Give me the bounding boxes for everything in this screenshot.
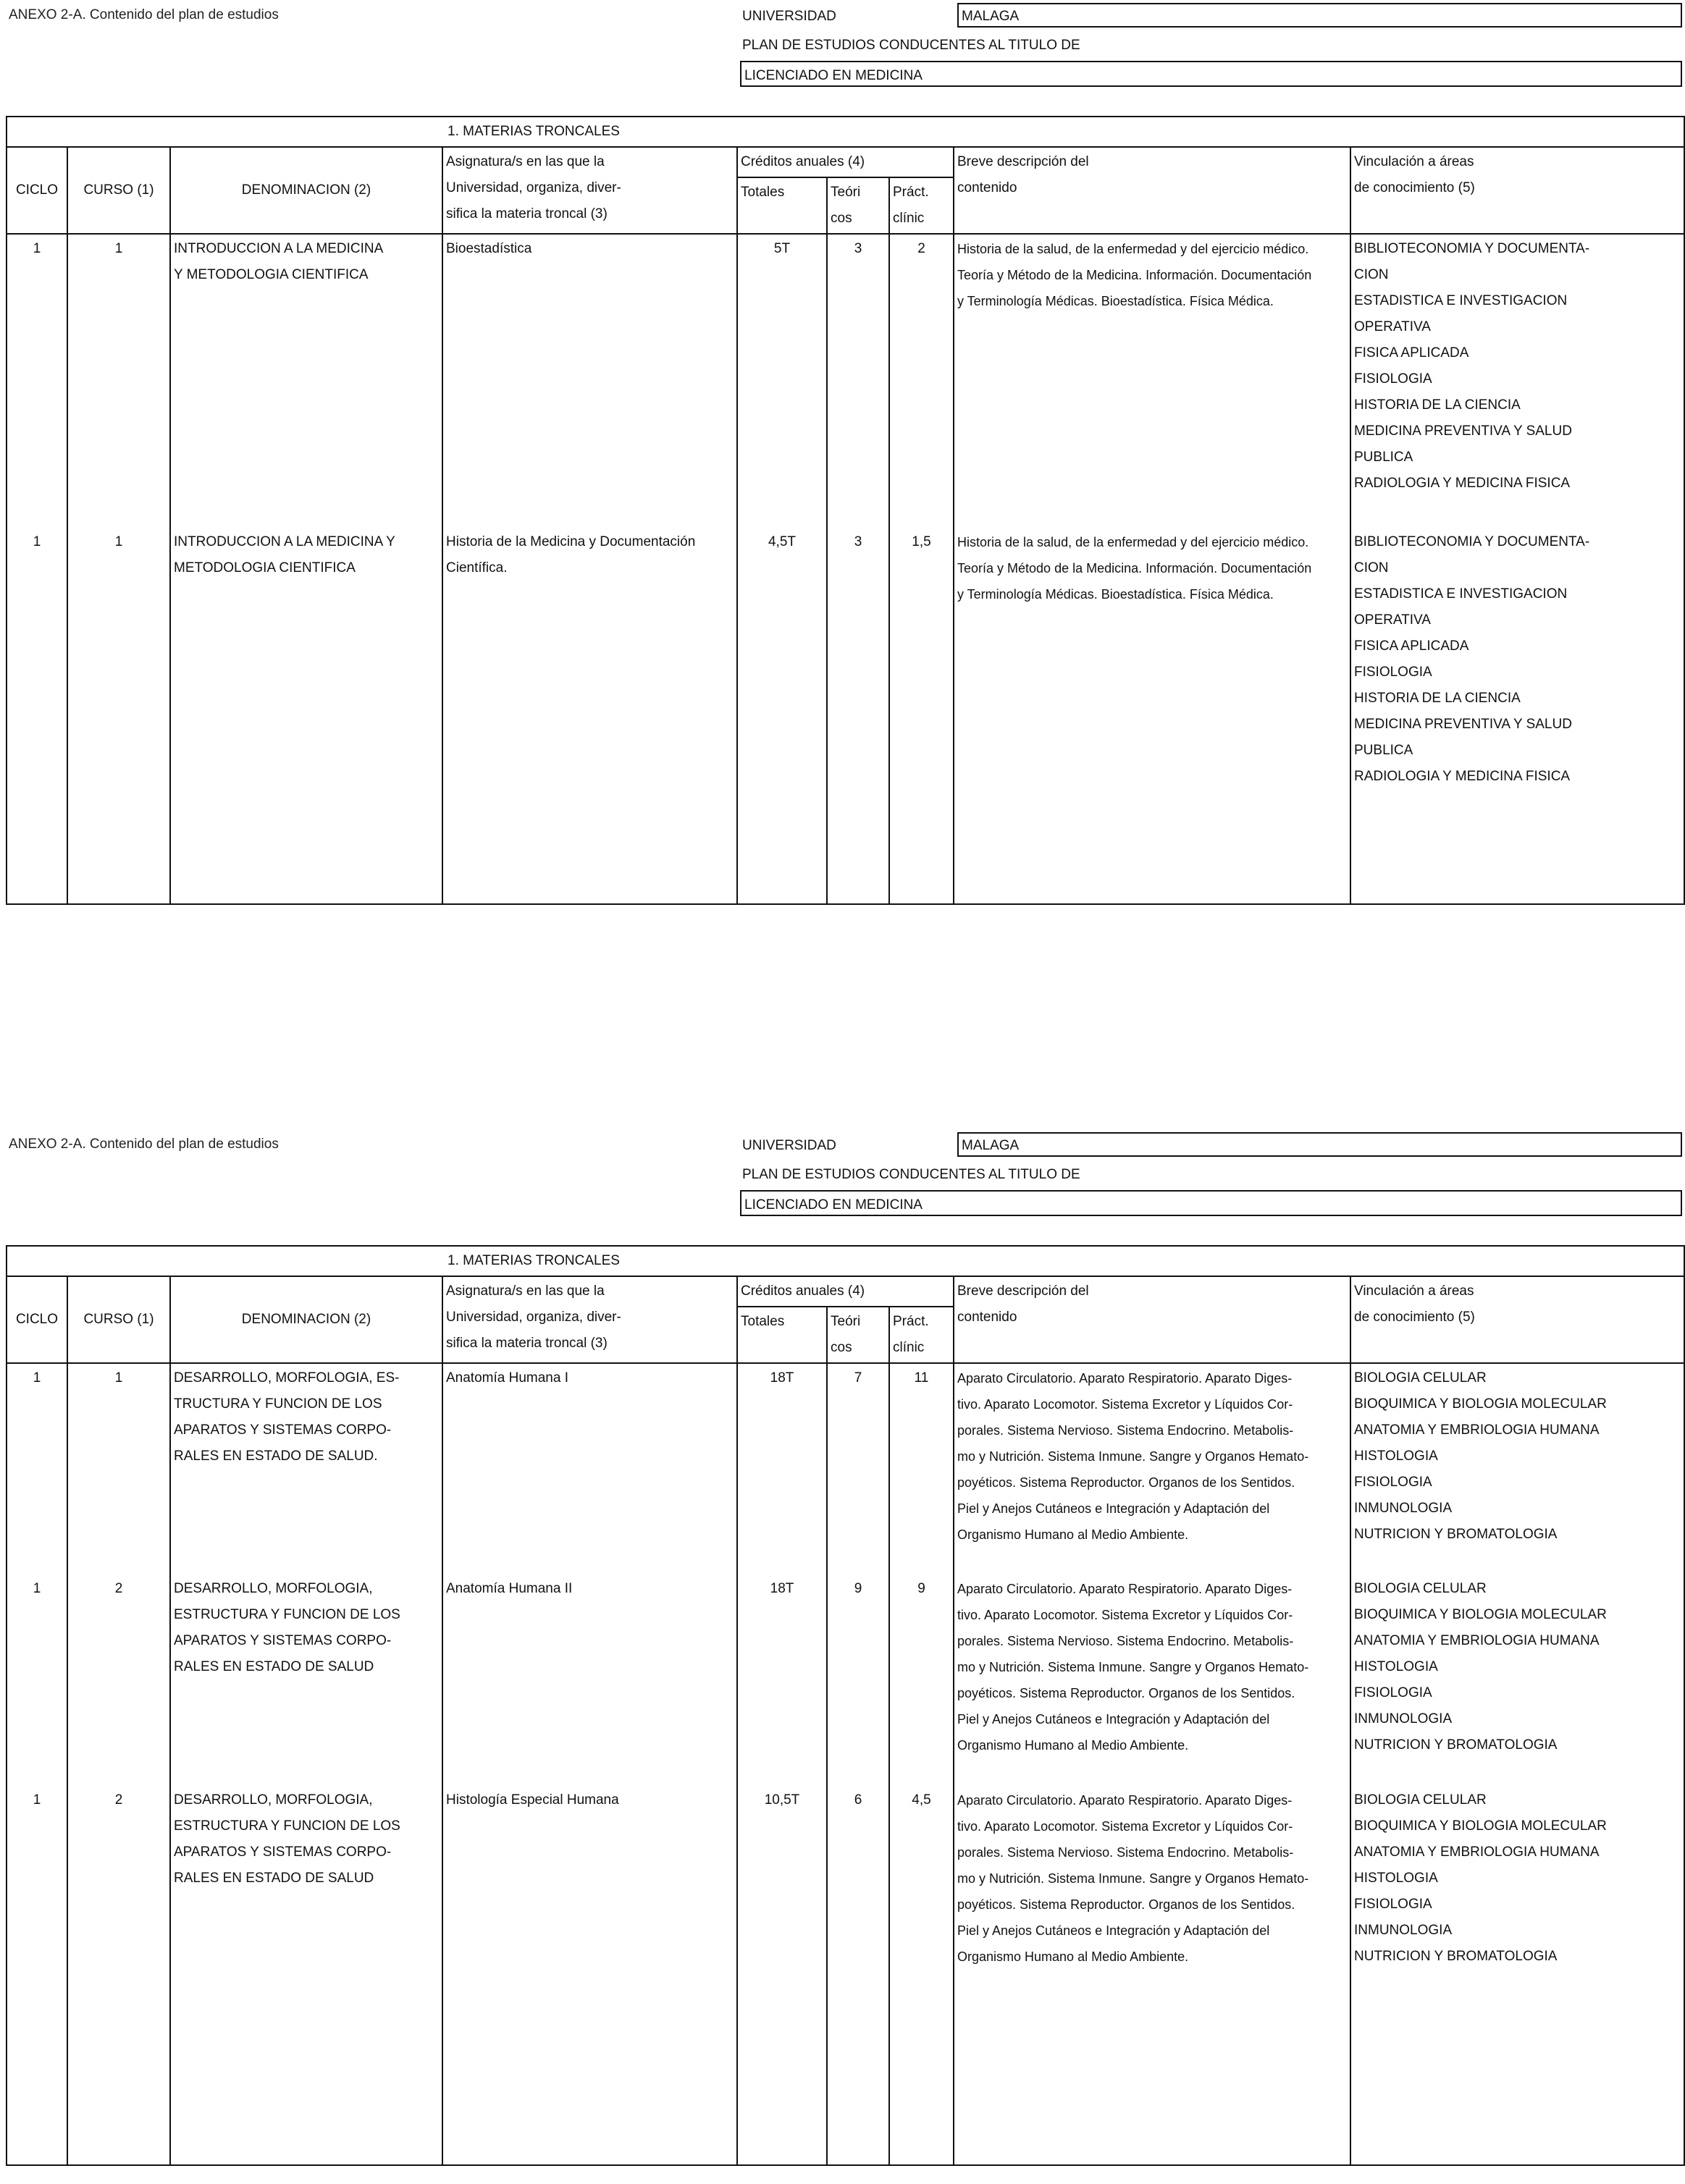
universidad-field: MALAGA	[957, 1132, 1682, 1157]
cell-teoricos: 6	[827, 1786, 889, 2165]
header-vinculacion: Vinculación a áreas de conocimiento (5)	[1350, 147, 1684, 234]
cell-vinculacion: BIBLIOTECONOMIA Y DOCUMENTA- CION ESTADISTICA E INVESTIGACION OPERATIVA FISICA APLICADA FISIOLOGIA HISTORIA DE LA CIENCIA MEDICINA PREVENTIVA Y SALUD PUBLICA RADIOLOGIA Y MEDICINA FISICA	[1350, 528, 1684, 904]
table-row	[7, 1363, 1684, 1574]
cell-curso: 2	[67, 1574, 170, 1786]
cell-denominacion: INTRODUCCION A LA MEDICINA Y METODOLOGIA CIENTIFICA	[170, 528, 442, 904]
cell-totales: 5T	[737, 234, 827, 528]
header-curso: CURSO (1)	[67, 147, 170, 234]
titulo-field: LICENCIADO EN MEDICINA	[740, 1190, 1682, 1216]
cell-descripcion: Historia de la salud, de la enfermedad y del ejercicio médico. Teoría y Método de la Medicina. Información. Documentación y Terminología Médicas. Bioestadística. Física Médica.	[954, 234, 1350, 528]
cell-descripcion: Historia de la salud, de la enfermedad y del ejercicio médico. Teoría y Método de la Medicina. Información. Documentación y Terminología Médicas. Bioestadística. Física Médica.	[954, 528, 1350, 904]
anexo-title: ANEXO 2-A. Contenido del plan de estudios	[9, 7, 279, 22]
cell-ciclo: 1	[7, 1363, 67, 1574]
cell-curso: 1	[67, 528, 170, 904]
cell-vinculacion: BIOLOGIA CELULAR BIOQUIMICA Y BIOLOGIA MOLECULAR ANATOMIA Y EMBRIOLOGIA HUMANA HISTOLOGIA FISIOLOGIA INMUNOLOGIA NUTRICION Y BROMATOLOGIA	[1350, 1786, 1684, 2165]
universidad-label: UNIVERSIDAD	[742, 9, 836, 24]
cell-vinculacion: BIOLOGIA CELULAR BIOQUIMICA Y BIOLOGIA MOLECULAR ANATOMIA Y EMBRIOLOGIA HUMANA HISTOLOGIA FISIOLOGIA INMUNOLOGIA NUTRICION Y BROMATOLOGIA	[1350, 1363, 1684, 1574]
cell-denominacion: DESARROLLO, MORFOLOGIA, ESTRUCTURA Y FUNCION DE LOS APARATOS Y SISTEMAS CORPO- RALES EN ESTADO DE SALUD	[170, 1786, 442, 2165]
cell-teoricos: 9	[827, 1574, 889, 1786]
table-row	[7, 1786, 1684, 2165]
cell-ciclo: 1	[7, 528, 67, 904]
header-ciclo: CICLO	[7, 1276, 67, 1363]
table-row	[7, 1574, 1684, 1786]
cell-vinculacion: BIOLOGIA CELULAR BIOQUIMICA Y BIOLOGIA MOLECULAR ANATOMIA Y EMBRIOLOGIA HUMANA HISTOLOGIA FISIOLOGIA INMUNOLOGIA NUTRICION Y BROMATOLOGIA	[1350, 1574, 1684, 1786]
section-title: 1. MATERIAS TRONCALES	[7, 1246, 1684, 1276]
cell-asignatura: Anatomía Humana II	[442, 1574, 737, 1786]
header-totales: Totales	[737, 177, 827, 234]
table-row	[7, 528, 1684, 904]
cell-practicos: 11	[889, 1363, 954, 1574]
header-practicos: Práct. clínic	[889, 1307, 954, 1363]
anexo-title: ANEXO 2-A. Contenido del plan de estudios	[9, 1137, 279, 1152]
plan-label: PLAN DE ESTUDIOS CONDUCENTES AL TITULO DE	[742, 38, 1080, 53]
cell-asignatura: Historia de la Medicina y Documentación Científica.	[442, 528, 737, 904]
cell-ciclo: 1	[7, 1786, 67, 2165]
cell-descripcion: Aparato Circulatorio. Aparato Respiratorio. Aparato Diges- tivo. Aparato Locomotor. Sistema Excretor y Líquidos Cor- porales. Sistema Nervioso. Sistema Endocrino. Metabolis- mo y Nutrición. Sistema Inmune. Sangre y Organos Hemato- poyéticos. Sistema Reproductor. Organos de los Sentidos. Piel y Anejos Cutáneos e Integración y Adaptación del Organismo Humano al Medio Ambiente.	[954, 1363, 1350, 1574]
cell-asignatura: Anatomía Humana I	[442, 1363, 737, 1574]
cell-practicos: 9	[889, 1574, 954, 1786]
cell-denominacion: INTRODUCCION A LA MEDICINA Y METODOLOGIA CIENTIFICA	[170, 234, 442, 528]
header-asignaturas: Asignatura/s en las que la Universidad, organiza, diver- sifica la materia troncal (3)	[442, 1276, 737, 1363]
cell-teoricos: 7	[827, 1363, 889, 1574]
header-vinculacion: Vinculación a áreas de conocimiento (5)	[1350, 1276, 1684, 1363]
universidad-label: UNIVERSIDAD	[742, 1138, 836, 1153]
cell-teoricos: 3	[827, 234, 889, 528]
cell-practicos: 4,5	[889, 1786, 954, 2165]
titulo-field: LICENCIADO EN MEDICINA	[740, 61, 1682, 87]
header-descripcion: Breve descripción del contenido	[954, 147, 1350, 234]
header-creditos: Créditos anuales (4)	[737, 1276, 954, 1307]
header-descripcion: Breve descripción del contenido	[954, 1276, 1350, 1363]
table-row	[7, 234, 1684, 528]
cell-vinculacion: BIBLIOTECONOMIA Y DOCUMENTA- CION ESTADISTICA E INVESTIGACION OPERATIVA FISICA APLICADA FISIOLOGIA HISTORIA DE LA CIENCIA MEDICINA PREVENTIVA Y SALUD PUBLICA RADIOLOGIA Y MEDICINA FISICA	[1350, 234, 1684, 528]
cell-totales: 18T	[737, 1574, 827, 1786]
cell-curso: 1	[67, 1363, 170, 1574]
cell-asignatura: Histología Especial Humana	[442, 1786, 737, 2165]
header-teoricos: Teóri cos	[827, 177, 889, 234]
section-title: 1. MATERIAS TRONCALES	[7, 117, 1684, 147]
cell-ciclo: 1	[7, 1574, 67, 1786]
cell-teoricos: 3	[827, 528, 889, 904]
header-totales: Totales	[737, 1307, 827, 1363]
cell-practicos: 2	[889, 234, 954, 528]
universidad-field: MALAGA	[957, 3, 1682, 28]
plan-label: PLAN DE ESTUDIOS CONDUCENTES AL TITULO DE	[742, 1167, 1080, 1182]
cell-curso: 1	[67, 234, 170, 528]
header-ciclo: CICLO	[7, 147, 67, 234]
header-denominacion: DENOMINACION (2)	[170, 147, 442, 234]
header-curso: CURSO (1)	[67, 1276, 170, 1363]
cell-totales: 10,5T	[737, 1786, 827, 2165]
cell-practicos: 1,5	[889, 528, 954, 904]
materias-table	[6, 1245, 1685, 2166]
cell-ciclo: 1	[7, 234, 67, 528]
cell-denominacion: DESARROLLO, MORFOLOGIA, ES- TRUCTURA Y FUNCION DE LOS APARATOS Y SISTEMAS CORPO- RALES EN ESTADO DE SALUD.	[170, 1363, 442, 1574]
cell-curso: 2	[67, 1786, 170, 2165]
header-practicos: Práct. clínic	[889, 177, 954, 234]
header-creditos: Créditos anuales (4)	[737, 147, 954, 177]
cell-descripcion: Aparato Circulatorio. Aparato Respiratorio. Aparato Diges- tivo. Aparato Locomotor. Sistema Excretor y Líquidos Cor- porales. Sistema Nervioso. Sistema Endocrino. Metabolis- mo y Nutrición. Sistema Inmune. Sangre y Organos Hemato- poyéticos. Sistema Reproductor. Organos de los Sentidos. Piel y Anejos Cutáneos e Integración y Adaptación del Organismo Humano al Medio Ambiente.	[954, 1786, 1350, 2165]
materias-table	[6, 116, 1685, 905]
cell-totales: 18T	[737, 1363, 827, 1574]
header-teoricos: Teóri cos	[827, 1307, 889, 1363]
cell-totales: 4,5T	[737, 528, 827, 904]
cell-descripcion: Aparato Circulatorio. Aparato Respiratorio. Aparato Diges- tivo. Aparato Locomotor. Sistema Excretor y Líquidos Cor- porales. Sistema Nervioso. Sistema Endocrino. Metabolis- mo y Nutrición. Sistema Inmune. Sangre y Organos Hemato- poyéticos. Sistema Reproductor. Organos de los Sentidos. Piel y Anejos Cutáneos e Integración y Adaptación del Organismo Humano al Medio Ambiente.	[954, 1574, 1350, 1786]
header-asignaturas: Asignatura/s en las que la Universidad, organiza, diver- sifica la materia troncal (3)	[442, 147, 737, 234]
header-denominacion: DENOMINACION (2)	[170, 1276, 442, 1363]
cell-denominacion: DESARROLLO, MORFOLOGIA, ESTRUCTURA Y FUNCION DE LOS APARATOS Y SISTEMAS CORPO- RALES EN ESTADO DE SALUD	[170, 1574, 442, 1786]
cell-asignatura: Bioestadística	[442, 234, 737, 528]
